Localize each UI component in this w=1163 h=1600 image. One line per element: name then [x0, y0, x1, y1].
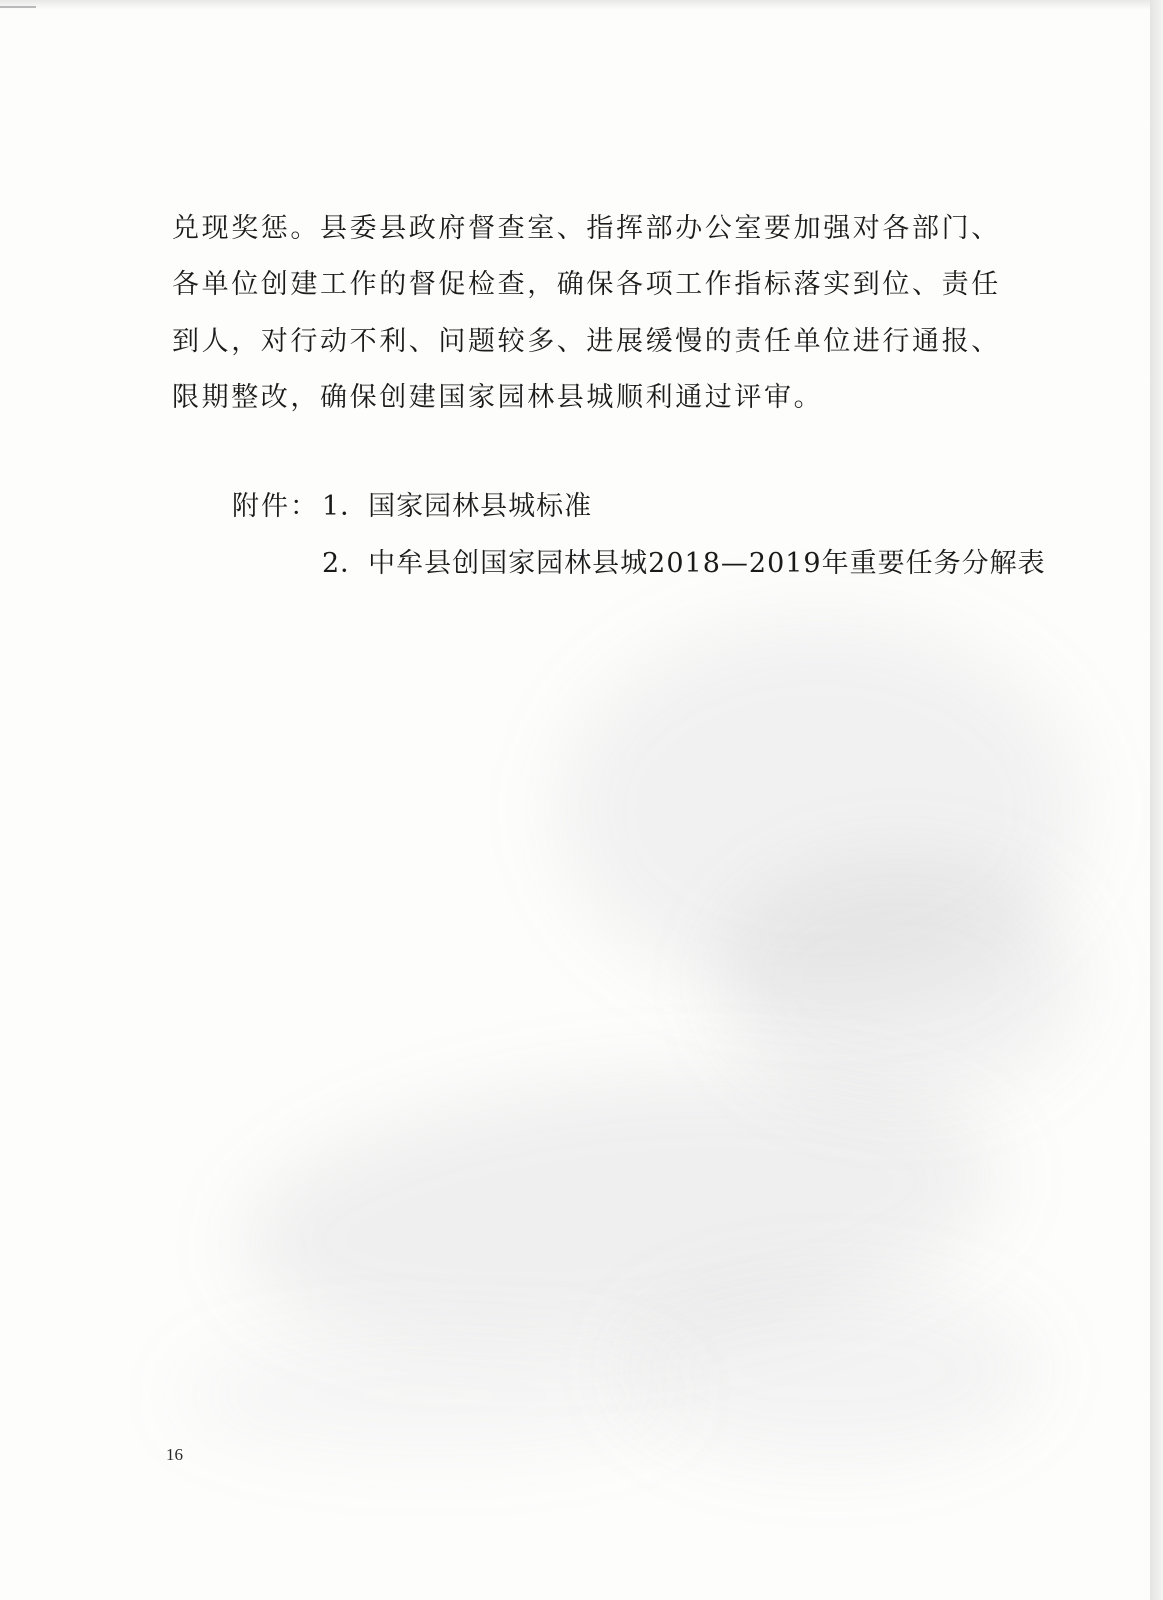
bleed-through-shadow — [720, 860, 1080, 1100]
bleed-through-shadow — [620, 1280, 1040, 1460]
paragraph-line: 兑现奖惩。县委县政府督查室、指挥部办公室要加强对各部门、 — [172, 213, 1001, 244]
scan-right-edge — [1150, 0, 1163, 1600]
paragraph-line: 限期整改，确保创建国家园林县城顺利通过评审。 — [172, 382, 824, 413]
scan-top-edge — [0, 0, 1150, 10]
attachment-item: 2．中牟县创国家园林县城2018—2019年重要任务分解表 — [322, 548, 1046, 579]
attachments-label: 附件： — [232, 491, 319, 522]
bleed-through-shadow — [180, 1340, 680, 1450]
scan-mark — [0, 6, 36, 8]
bleed-through-shadow — [560, 620, 1080, 1000]
paragraph-line: 各单位创建工作的督促检查，确保各项工作指标落实到位、责任 — [172, 269, 1001, 300]
bleed-through-shadow — [228, 1041, 1011, 1379]
page-number: 16 — [166, 1445, 183, 1464]
paragraph-line: 到人，对行动不利、问题较多、进展缓慢的责任单位进行通报、 — [172, 326, 1001, 357]
attachment-item: 1．国家园林县城标准 — [322, 491, 593, 522]
